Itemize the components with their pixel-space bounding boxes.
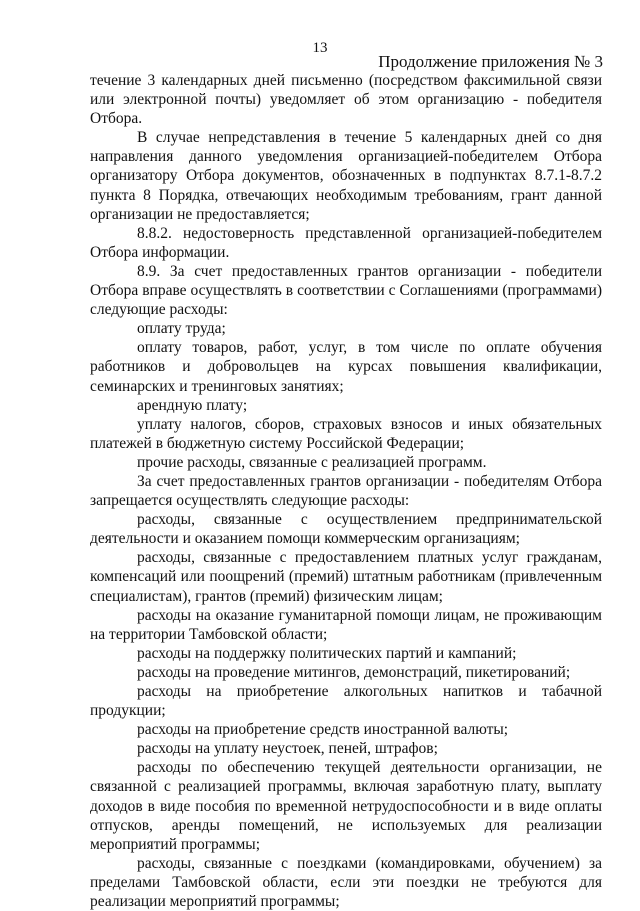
list-item: расходы на приобретение алкогольных напитков и табачной продукции;	[90, 683, 602, 720]
list-item: расходы на поддержку политических партий и кампаний;	[137, 644, 517, 662]
list-item: расходы, связанные с поездками (командировками, обучением) за пределами Тамбовской области, если эти поездки не требуются для реализации мероприятий программы;	[90, 854, 602, 911]
paragraph: 8.9. За счет предоставленных грантов организации - победители Отбора вправе осуществлять в соответствии с Соглашениями (программами) следующие расходы:	[90, 262, 602, 319]
list-item: арендную плату;	[137, 396, 248, 414]
list-item: расходы по обеспечению текущей деятельности организации, не связанной с реализацией программы, включая заработную плату, выплату доходов в виде пособия по временной нетрудоспособности и в виде оплаты отпусков, аренды помещений, не используемых для реализации мероприятий программы;	[90, 759, 602, 853]
paragraph: За счет предоставленных грантов организации - победителям Отбора запрещается осуществлять следующие расходы:	[90, 472, 602, 510]
list-item: расходы на уплату неустоек, пеней, штрафов;	[137, 740, 438, 758]
paragraph: В случае непредставления в течение 5 календарных дней со дня направления данного уведомления организацией-победителем Отбора организатору Отбора документов, обозначенных в подпунктах 8.7.1-8.7.2 пункта 8 Порядка, отвечающих необходимым требованиям, грант данной организации не предоставляется;	[90, 129, 602, 223]
list-item: расходы на приобретение средств иностранной валюты;	[137, 721, 509, 739]
paragraph: 8.8.2. недостоверность представленной организацией-победителем Отбора информации.	[90, 224, 602, 261]
list-item: уплату налогов, сборов, страховых взносов и иных обязательных платежей в бюджетную систему Российской Федерации;	[90, 415, 602, 452]
list-item: оплату труда;	[137, 320, 226, 338]
list-item: расходы, связанные с предоставлением платных услуг гражданам, компенсаций или поощрений (премий) штатным работникам (привлеченным специалистам), грантов (премий) физическим лицам;	[90, 549, 602, 605]
list-item: расходы, связанные с осуществлением предпринимательской деятельности и оказанием помощи коммерческим организациям;	[90, 511, 602, 548]
page-number: 13	[312, 40, 328, 56]
appendix-continuation-header: Продолжение приложения № 3	[378, 52, 603, 71]
document-body	[90, 71, 602, 911]
list-item: оплату товаров, работ, услуг, в том числе по оплате обучения работников и добровольцев на курсах повышения квалификации, семинарских и тренинговых занятиях;	[90, 339, 602, 395]
list-item: расходы на проведение митингов, демонстраций, пикетирований;	[137, 663, 571, 681]
list-item: прочие расходы, связанные с реализацией программ.	[137, 453, 487, 471]
list-item: расходы на оказание гуманитарной помощи лицам, не проживающим на территории Тамбовской области;	[90, 606, 602, 643]
paragraph: течение 3 календарных дней письменно (посредством факсимильной связи или электронной почты) уведомляет об этом организацию - победителя Отбора.	[90, 72, 602, 128]
